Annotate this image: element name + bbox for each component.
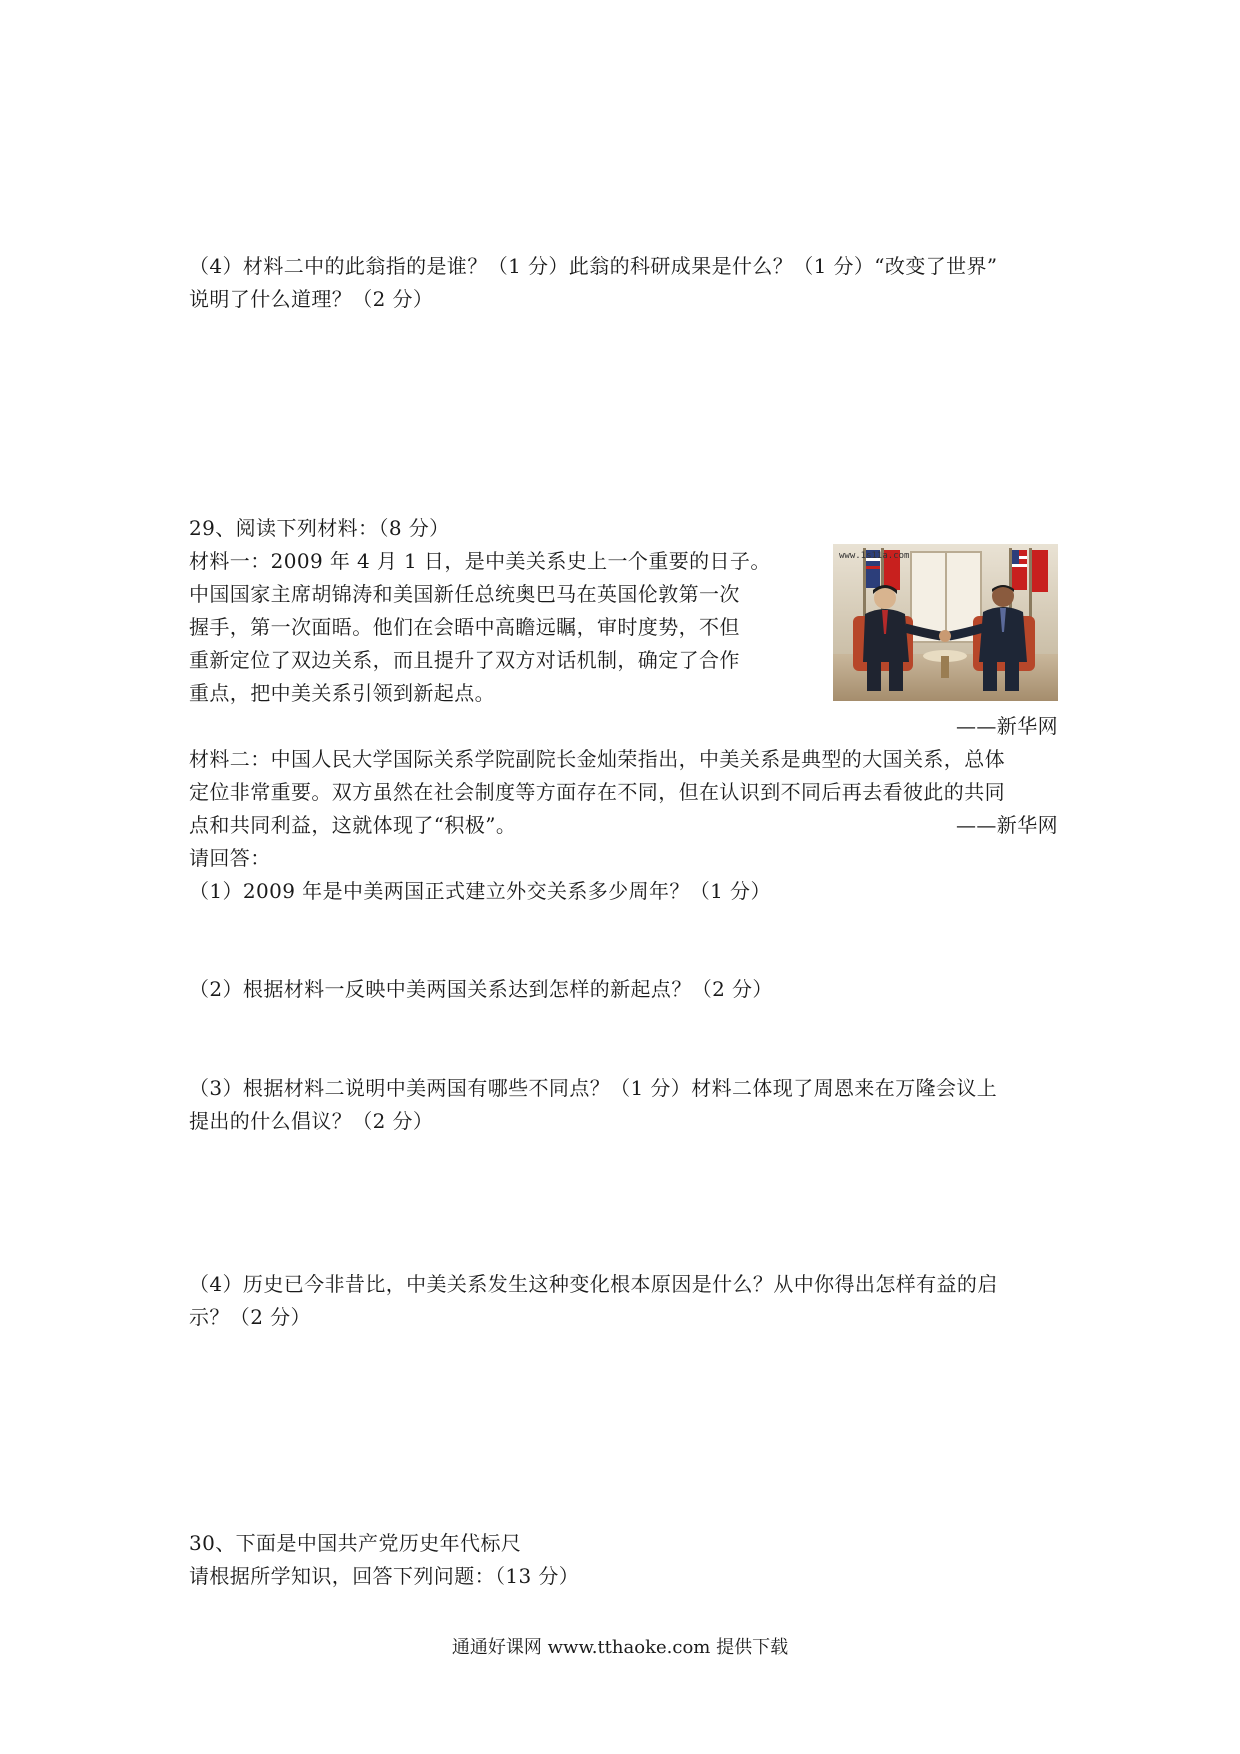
q29-material1-line3: 握手，第一次面晤。他们在会晤中高瞻远瞩，审时度势，不但: [189, 615, 740, 639]
q29-source2: ——新华网: [956, 813, 1058, 837]
q29-part2: （2）根据材料一反映中美两国关系达到怎样的新起点？（2 分）: [189, 977, 773, 1001]
q29-part3-line2: 提出的什么倡议？（2 分）: [189, 1109, 434, 1133]
q29-source1: ——新华网: [956, 714, 1058, 738]
q29-material1-line5: 重点，把中美关系引领到新起点。: [189, 681, 495, 705]
q30-subheading: 请根据所学知识，回答下列问题：（13 分）: [189, 1564, 580, 1588]
q29-material2-line2: 定位非常重要。双方虽然在社会制度等方面存在不同，但在认识到不同后再去看彼此的共同: [189, 780, 1005, 804]
handshake-photo: [833, 544, 1058, 701]
q28-part4-line1: （4）材料二中的此翁指的是谁？（1 分）此翁的科研成果是什么？（1 分）“改变了世界”: [189, 254, 998, 278]
q28-part4-line2: 说明了什么道理？（2 分）: [189, 287, 434, 311]
q29-prompt: 请回答：: [189, 846, 271, 870]
q29-part1: （1）2009 年是中美两国正式建立外交关系多少周年？（1 分）: [189, 879, 771, 903]
q29-part3-line1: （3）根据材料二说明中美两国有哪些不同点？（1 分）材料二体现了周恩来在万隆会议上: [189, 1076, 998, 1100]
q29-material2-line1: 材料二：中国人民大学国际关系学院副院长金灿荣指出，中美关系是典型的大国关系，总体: [189, 747, 1005, 771]
q29-material1-line1: 材料一：2009 年 4 月 1 日，是中美关系史上一个重要的日子。: [189, 549, 771, 573]
q29-heading: 29、阅读下列材料：（8 分）: [189, 516, 450, 540]
handshake-illustration: [833, 544, 1058, 701]
q29-material1-line2: 中国国家主席胡锦涛和美国新任总统奥巴马在英国伦敦第一次: [189, 582, 740, 606]
q29-material2-line3: 点和共同利益，这就体现了“积极”。: [189, 813, 517, 837]
q29-part4-line1: （4）历史已今非昔比，中美关系发生这种变化根本原因是什么？从中你得出怎样有益的启: [189, 1272, 998, 1296]
q29-part4-line2: 示？（2 分）: [189, 1305, 311, 1329]
photo-watermark: www.1s11a.com: [839, 551, 910, 561]
q29-material1-line4: 重新定位了双边关系，而且提升了双方对话机制，确定了合作: [189, 648, 740, 672]
q30-heading: 30、下面是中国共产党历史年代标尺: [189, 1531, 522, 1555]
page-footer: 通通好课网 www.tthaoke.com 提供下载: [451, 1637, 789, 1658]
